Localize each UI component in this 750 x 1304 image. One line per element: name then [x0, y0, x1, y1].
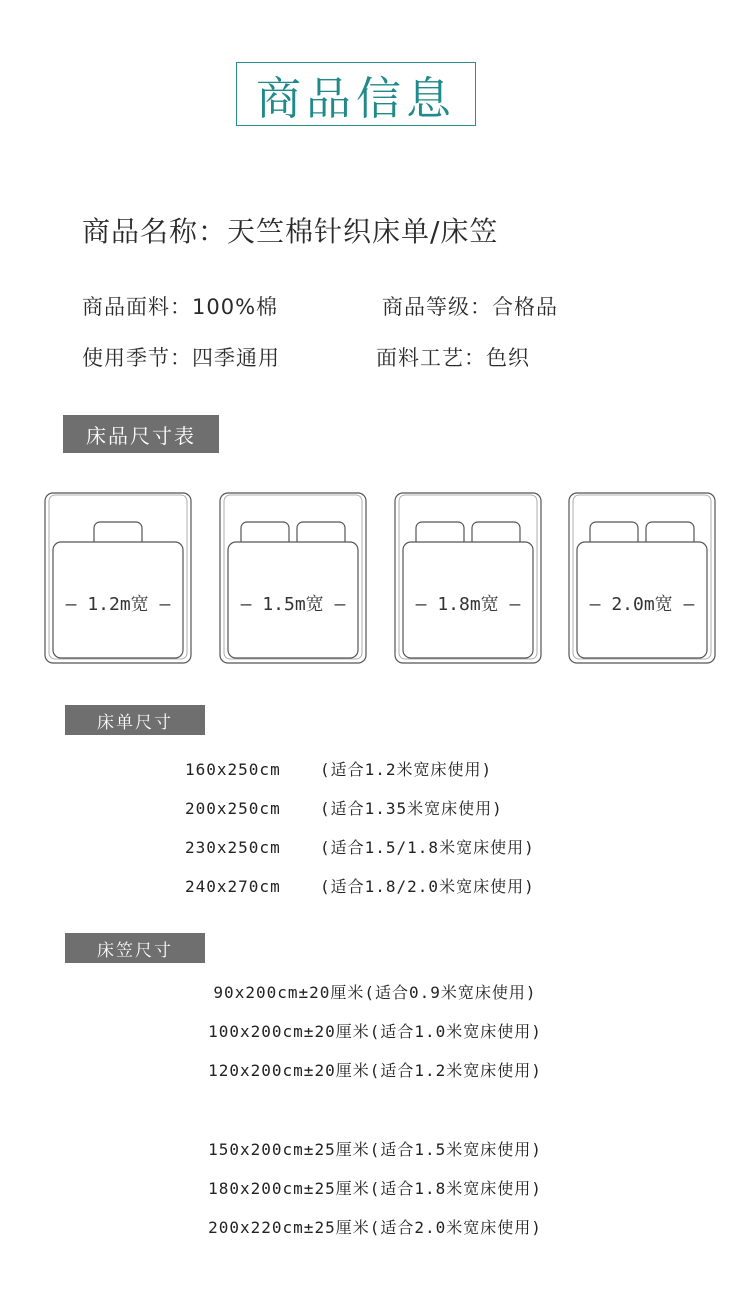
page-title: 商品信息 [255, 71, 456, 125]
bed-width-label: — 2.0m宽 — [589, 594, 695, 615]
bed-diagram-2 [219, 492, 367, 664]
sheet-size: 160x250cm [185, 760, 281, 779]
sheet-size: 240x270cm [185, 877, 281, 896]
sheet-size-row [185, 874, 535, 897]
fitted-size-heading: 床笠尺寸 [65, 933, 205, 963]
info-season: 使用季节：四季通用 [82, 346, 280, 370]
bed-diagram-1 [44, 492, 192, 664]
sheet-fit: (适合1.2米宽床使用) [320, 760, 493, 779]
bed-diagram-4 [568, 492, 716, 664]
sheet-size: 230x250cm [185, 838, 281, 857]
sheet-fit: (适合1.35米宽床使用) [320, 799, 503, 818]
bed-width-label: — 1.2m宽 — [65, 594, 171, 615]
sheet-size-row [185, 757, 492, 780]
sheet-size-heading: 床单尺寸 [65, 705, 205, 735]
info-craft: 面料工艺：色织 [376, 346, 530, 370]
bed-width-label: — 1.5m宽 — [240, 594, 346, 615]
fitted-size-row: 120x200cm±20厘米(适合1.2米宽床使用) [208, 1061, 542, 1080]
bed-diagram-3 [394, 492, 542, 664]
fitted-size-row: 150x200cm±25厘米(适合1.5米宽床使用) [208, 1140, 542, 1159]
product-name: 商品名称：天竺棉针织床单/床笠 [82, 215, 499, 248]
page-title-box [236, 62, 476, 126]
bed-width-label: — 1.8m宽 — [415, 594, 521, 615]
sheet-size: 200x250cm [185, 799, 281, 818]
info-material: 商品面料：100%棉 [82, 295, 279, 319]
sheet-size-row [185, 835, 535, 858]
fitted-size-row: 90x200cm±20厘米(适合0.9米宽床使用) [213, 983, 537, 1002]
fitted-size-row: 200x220cm±25厘米(适合2.0米宽床使用) [208, 1218, 542, 1237]
fitted-size-row: 180x200cm±25厘米(适合1.8米宽床使用) [208, 1179, 542, 1198]
size-table-heading: 床品尺寸表 [63, 415, 219, 453]
sheet-fit: (适合1.5/1.8米宽床使用) [320, 838, 535, 857]
info-grade: 商品等级：合格品 [382, 295, 558, 319]
sheet-fit: (适合1.8/2.0米宽床使用) [320, 877, 535, 896]
fitted-size-row: 100x200cm±20厘米(适合1.0米宽床使用) [208, 1022, 542, 1041]
sheet-size-row [185, 796, 503, 819]
